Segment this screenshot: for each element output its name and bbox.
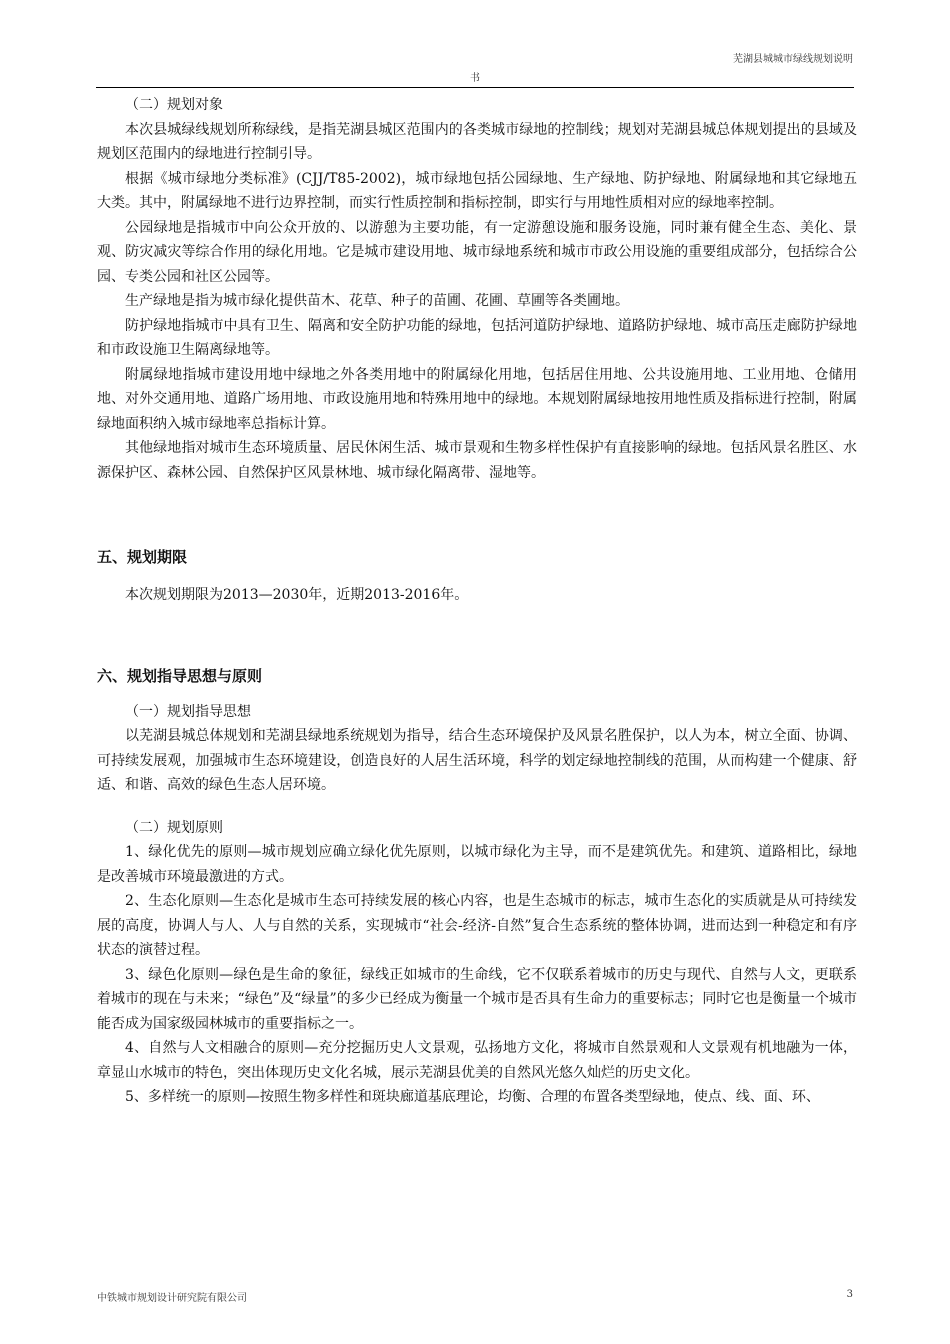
paragraph: 其他绿地指对城市生态环境质量、居民休闲生活、城市景观和生物多样性保护有直接影响的绿地。包括风景名胜区、水源保护区、森林公园、自然保护区风景林地、城市绿化隔离带、湿地等。 (97, 440, 857, 481)
subheading-principles: （二）规划原则 (125, 819, 223, 836)
paragraph: 附属绿地指城市建设用地中绿地之外各类用地中的附属绿化用地，包括居住用地、公共设施用地、工业用地、仓储用地、对外交通用地、道路广场用地、市政设施用地和特殊用地中的绿地。本规划附属绿地按用地性质及指标进行控制，附属绿地面积纳入城市绿地率总指标计算。 (97, 366, 857, 432)
subheading-planning-object: （二）规划对象 (125, 97, 223, 113)
paragraph: 2、生态化原则—生态化是城市生态可持续发展的核心内容，也是生态城市的标志，城市生态化的实质就是从可持续发展的高度，协调人与人、人与自然的关系，实现城市“社会-经济-自然”复合生态系统的整体协调，进而达到一种稳定和有序状态的演替过程。 (97, 893, 857, 958)
header-title: 芜湖县城城市绿线规划说明 (733, 54, 853, 65)
paragraph: 生产绿地是指为城市绿化提供苗木、花草、种子的苗圃、花圃、草圃等各类圃地。 (125, 293, 629, 309)
paragraph: 3、绿色化原则—绿色是生命的象征，绿线正如城市的生命线，它不仅联系着城市的历史与现代、自然与人文，更联系着城市的现在与未来；“绿色”及“绿量”的多少已经成为衡量一个城市是否具有生命力的重要标志；同时它也是衡量一个城市能否成为国家级园林城市的重要指标之一。 (97, 966, 857, 1032)
paragraph: 本次规划期限为2013—2030年，近期2013-2016年。 (125, 587, 469, 603)
footer-organization: 中铁城市规划设计研究院有限公司 (97, 1293, 247, 1304)
header-title-tail: 书 (470, 73, 480, 84)
header-rule (96, 87, 854, 88)
paragraph: 4、自然与人文相融合的原则—充分挖掘历史人文景观，弘扬地方文化，将城市自然景观和人文景观有机地融为一体，章显山水城市的特色，突出体现历史文化名城，展示芜湖县优美的自然风光悠久灿烂的历史文化。 (97, 1040, 857, 1081)
paragraph: 本次县城绿线规划所称绿线，是指芜湖县城区范围内的各类城市绿地的控制线；规划对芜湖县城总体规划提出的县域及规划区范围内的绿地进行控制引导。 (97, 121, 857, 162)
page-content (97, 93, 857, 1110)
page-number: 3 (846, 1289, 853, 1300)
subheading-guiding-thought: （一）规划指导思想 (125, 703, 251, 720)
paragraph: 1、绿化优先的原则—城市规划应确立绿化优先原则，以城市绿化为主导，而不是建筑优先。和建筑、道路相比，绿地是改善城市环境最激进的方式。 (97, 844, 857, 885)
section-heading-guiding-principles: 六、规划指导思想与原则 (97, 666, 263, 685)
paragraph: 防护绿地指城市中具有卫生、隔离和安全防护功能的绿地，包括河道防护绿地、道路防护绿地、城市高压走廊防护绿地和市政设施卫生隔离绿地等。 (97, 317, 857, 358)
section-heading-planning-period: 五、规划期限 (97, 548, 188, 566)
paragraph: 公园绿地是指城市中向公众开放的、以游憩为主要功能，有一定游憩设施和服务设施，同时兼有健全生态、美化、景观、防灾减灾等综合作用的绿化用地。它是城市建设用地、城市绿地系统和城市市政公用设施的重要组成部分，包括综合公园、专类公园和社区公园等。 (97, 219, 857, 285)
paragraph: 根据《城市绿地分类标准》(CJJ/T85-2002)，城市绿地包括公园绿地、生产绿地、防护绿地、附属绿地和其它绿地五大类。其中，附属绿地不进行边界控制，而实行性质控制和指标控制，即实行与用地性质相对应的绿地率控制。 (97, 170, 857, 211)
paragraph: 5、多样统一的原则—按照生物多样性和斑块廊道基底理论，均衡、合理的布置各类型绿地，使点、线、面、环、 (125, 1089, 820, 1105)
paragraph: 以芜湖县城总体规划和芜湖县绿地系统规划为指导，结合生态环境保护及风景名胜保护，以人为本，树立全面、协调、可持续发展观，加强城市生态环境建设，创造良好的人居生活环境，科学的划定绿地控制线的范围，从而构建一个健康、舒适、和谐、高效的绿色生态人居环境。 (97, 728, 857, 793)
